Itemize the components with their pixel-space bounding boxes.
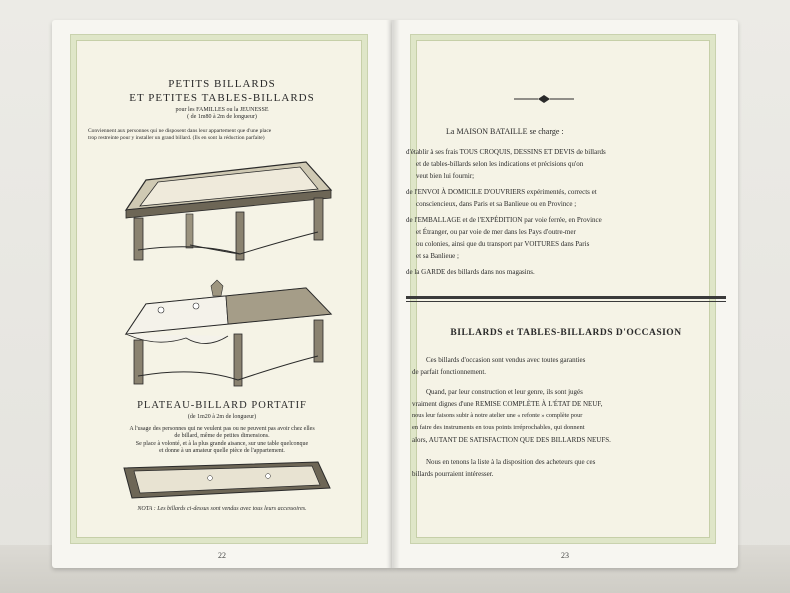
page-number-left: 22 (218, 551, 226, 560)
section-divider-thin (406, 301, 726, 302)
left-intro-line1: Conviennent aux personnes qui ne disposent dans leur appartement que d'une place (88, 128, 272, 134)
right-para2-line: Quand, par leur construction et leur genre, ils sont jugés (426, 388, 583, 396)
left-title-line2: ET PETITES TABLES-BILLARDS (129, 92, 315, 104)
right-service-line: de l'ENVOI À DOMICILE D'OUVRIERS expérimentés, corrects et (406, 188, 597, 196)
left-intro-line2: trop restreinte pour y installer un grand billard. (Ils en sont la réduction parfaite) (88, 135, 265, 141)
left-section2-sub: (de 1m20 à 2m de longueur) (187, 414, 257, 420)
left-section2-line1: A l'usage des personnes qui ne veulent pas ou ne peuvent pas avoir chez elles (129, 426, 315, 432)
left-section2-line2: de billard, même de petites dimensions. (174, 433, 270, 439)
right-para1-line: de parfait fonctionnement. (412, 368, 487, 376)
right-para2-line: alors, AUTANT DE SATISFACTION QUE DES BILLARDS NEUFS. (412, 436, 611, 444)
left-title-line1: PETITS BILLARDS (168, 78, 276, 90)
right-para3-line: Nous en tenons la liste à la disposition des acheteurs que ces (426, 458, 596, 466)
right-para2-line: en faire des instruments en tous points irréprochables, qui donnent (412, 424, 585, 431)
left-page (52, 20, 392, 568)
right-service-line: d'établir à ses frais TOUS CROQUIS, DESSINS ET DEVIS de billards (406, 148, 606, 156)
right-service-line: et de tables-billards selon les indications et précisions qu'on (416, 160, 584, 168)
right-para2-line: nous leur faisons subir à notre atelier une « refonte » complète pour (412, 412, 583, 419)
right-service-line: consciencieux, dans Paris et sa Banlieue ou en Province ; (416, 200, 577, 208)
right-service-line: de l'EMBALLAGE et de l'EXPÉDITION par voie ferrée, en Province (406, 216, 602, 224)
right-para2-line: vraiment dignes d'une REMISE COMPLÈTE À L'ÉTAT DE NEUF, (412, 400, 603, 408)
left-section2-line4: et donne à un amateur quelle pièce de l'appartement. (159, 448, 285, 454)
left-subtitle-line2: ( de 1m80 à 2m de longueur) (187, 114, 257, 120)
right-page (392, 20, 738, 568)
ornament-icon (512, 94, 576, 104)
right-para3-line: billards pourraient intéresser. (412, 470, 494, 478)
right-section-title: BILLARDS et TABLES-BILLARDS D'OCCASION (450, 328, 682, 338)
right-service-line: ou colonies, ainsi que du transport par VOITURES dans Paris (416, 240, 590, 248)
right-heading: La MAISON BATAILLE se charge : (446, 127, 564, 136)
right-para1-line: Ces billards d'occasion sont vendus avec toutes garanties (426, 356, 586, 364)
booklet-gutter (386, 20, 400, 568)
page-number-right: 23 (561, 551, 569, 560)
billiard-table-illustration (116, 150, 336, 270)
left-nota: NOTA : Les billards ci-dessus sont vendus avec tous leurs accessoires. (137, 506, 307, 512)
right-service-line: veut bien lui fournir; (416, 172, 475, 180)
left-section2-line3: Se place à volonté, et à la plus grande aisance, sur une table quelconque (135, 441, 309, 447)
left-subtitle-line1: pour les FAMILLES ou la JEUNESSE (175, 107, 269, 113)
right-service-line: et sa Banlieue ; (416, 252, 459, 260)
left-section2-title: PLATEAU-BILLARD PORTATIF (137, 400, 307, 411)
open-brochure (52, 10, 738, 570)
right-service-line: et Étranger, ou par voie de mer dans les Pays d'outre-mer (416, 228, 576, 236)
table-billiard-illustration (116, 278, 336, 398)
section-divider (406, 296, 726, 299)
right-service-line: de la GARDE des billards dans nos magasins. (406, 268, 535, 276)
portable-billiard-tray-illustration (118, 458, 332, 502)
